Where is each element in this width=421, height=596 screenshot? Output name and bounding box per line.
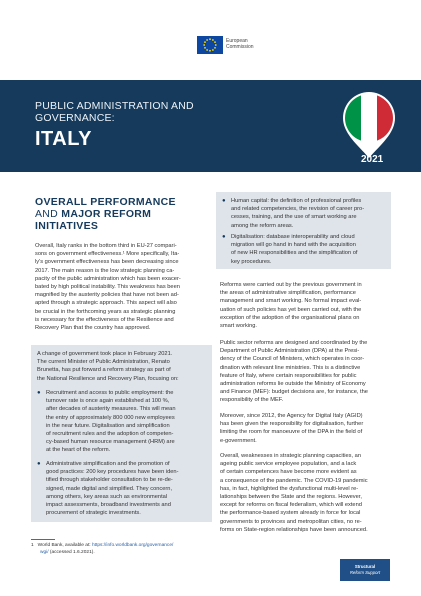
text-line: after decades of austerity measures. This will mean [46, 406, 176, 413]
text-line: Brunetta, has put forward a reform strategy as part of [37, 367, 171, 374]
text-line: the areas of administrative simplification, performance [220, 290, 356, 297]
text-line: the entry of approximately 800 000 new employees [46, 414, 175, 421]
text-line: feature of Italy, where certain responsibilities for public [220, 372, 357, 379]
text-line: Overall, Italy ranks in the bottom third in EU-27 compari- [35, 243, 177, 249]
footnote-link[interactable]: https://info.worldbank.org/governance/ [91, 543, 174, 548]
text-line: Recovery Plan that the country has approved. [35, 325, 151, 332]
text-line: of certain competences have become more evident as [220, 469, 357, 476]
text-line: e-government. [220, 437, 257, 444]
text-line: except for reforms on fiscal federalism, which will extend [220, 502, 362, 509]
text-line: among others, key areas such as environmental [46, 493, 168, 500]
text-line: administration reforms lie outside the Ministry of Economy [220, 381, 366, 388]
text-line: turnover rate is once again established at 100 %, [46, 398, 170, 405]
text-line: signed, made digital and simplified. They concern, [46, 485, 173, 492]
text-line: 2017. The main reason is the low strategic planning ca- [35, 267, 175, 274]
footnote-number: 1 [31, 543, 34, 548]
report-year: 2021 [361, 154, 384, 165]
text-line: procurement of strategic investments. [46, 510, 141, 517]
italy-flag-pin-icon [341, 90, 397, 160]
text-line: cy-based human resource management (HRM) are [46, 439, 175, 446]
text-line: good practices: 200 key procedures have been iden- [46, 469, 179, 476]
eu-flag-icon [197, 36, 223, 54]
country-title: ITALY [35, 128, 92, 150]
text-line: and Finance (MEF): budget decisions are, for instance, the [220, 389, 368, 396]
paragraph-reforms [220, 281, 388, 330]
text-line: be crucial in the forthcoming years as strategic planning [35, 308, 176, 315]
bullet-simplification [37, 460, 209, 517]
text-line: uation of such policies has yet been carried out, with the [220, 306, 362, 313]
heading-major-reform: MAJOR REFORM [61, 208, 152, 220]
text-line: is necessary for the effectiveness of the Resilience and [35, 316, 174, 323]
footnote-link-cont[interactable]: wgi/ [40, 549, 49, 555]
text-line: management and smart working. No formal impact eval- [220, 298, 362, 305]
text-line: has, in fact, highlighted the dysfunctional multi-level re- [220, 485, 359, 492]
text-line: Public sector reforms are designed and coordinated by the [220, 340, 368, 346]
text-line: sons on government effectiveness.¹ More specifically, Ita- [35, 251, 180, 258]
text-line: ly's government effectiveness has been decreasing since [35, 259, 179, 266]
footnote-tail: (accessed 1.6.2021). [48, 549, 95, 555]
ec-logo-line2: Commission [226, 44, 254, 50]
hero-subtitle [35, 100, 194, 124]
heading-and: AND [35, 208, 62, 220]
heading-line1: OVERALL PERFORMANCE [35, 196, 176, 208]
text-line: ageing public service employee population, and a lack [220, 461, 357, 468]
text-line: ● Recruitment and access to public employment: the [46, 390, 174, 396]
text-line: migration will go hand in hand with the acquisition [231, 242, 356, 249]
text-line: has been given the responsibility for digitalisation, further [220, 421, 364, 428]
text-line: key procedures. [231, 258, 272, 265]
heading-line3: INITIATIVES [35, 220, 99, 232]
text-line: forms on State-region relationships have been announced. [220, 526, 368, 533]
text-line: Reforms were carried out by the previous government in [220, 282, 362, 288]
badge-line1: Structural [354, 564, 376, 569]
paragraph-coordination [220, 339, 388, 405]
text-line: the National Resilience and Recovery Plan, focusing on: [37, 375, 179, 382]
bullet-recruitment [37, 389, 209, 455]
text-line: The current Minister of Public Administration, Renato [37, 359, 170, 366]
text-line: ● Human capital: the definition of professional profiles [231, 198, 362, 204]
text-line: limiting the room for manoeuvre of the DPA in the field of [220, 429, 363, 436]
text-line: of recruitment rules and the adoption of competen- [46, 431, 174, 438]
bullet-human-capital [222, 197, 388, 230]
section-heading [35, 196, 176, 232]
heading-line2 [35, 208, 176, 220]
text-line: Department of Public Administration (DPA) at the Presi- [220, 348, 360, 355]
text-line: magnified by the austerity policies that have not been ad- [35, 292, 179, 299]
footnote-text: World Bank, available at: [37, 543, 92, 548]
hero-subtitle-line2: GOVERNANCE: [35, 112, 115, 124]
text-line: responsibility of the MEF. [220, 397, 284, 404]
text-line: Overall, weaknesses in strategic planning capacities, an [220, 453, 361, 459]
text-line: exception of the adoption of the organisational plans on [220, 314, 360, 321]
text-line: dency of the Council of Ministers, which operates in coor- [220, 356, 365, 363]
text-line: and related competencies, the revision of career pro- [231, 206, 365, 213]
text-line: ● Administrative simplification and the promotion of [46, 461, 170, 467]
text-line: bated by high political instability. This weakness has been [35, 284, 180, 291]
ec-logo-text [226, 38, 254, 50]
footnote-line2 [31, 550, 212, 557]
ec-logo-line1: European [226, 38, 248, 44]
text-line: lationships between the State and the regions. However, [220, 494, 362, 501]
text-line: a consequence of the pandemic. The COVID-19 pandemic [220, 477, 368, 484]
text-line: ● Digitalisation: database interoperability and cloud [231, 234, 355, 240]
text-line: impact assessments, broadband investments and [46, 502, 171, 509]
box-intro [37, 350, 209, 383]
badge-line2: Reform Support [349, 569, 381, 575]
srs-logo-badge [340, 559, 390, 581]
footnote [31, 543, 212, 556]
bullet-digitalisation [222, 233, 388, 266]
hero-subtitle-line1: PUBLIC ADMINISTRATION AND [35, 100, 194, 112]
text-line: the performance-based system already in force for local [220, 510, 361, 517]
text-line: A change of government took place in February 2021. [37, 351, 173, 357]
text-line: of new HR responsibilities and the simplification of [231, 250, 358, 257]
text-line: in the near future. Digitalisation and simplification [46, 422, 170, 429]
intro-paragraph [35, 242, 210, 332]
text-line: tified through stakeholder consultation to be re-de- [46, 477, 173, 484]
text-line: Moreover, since 2012, the Agency for Digital Italy (AGID) [220, 413, 363, 419]
footnote-divider [31, 539, 55, 540]
text-line: among the reform areas. [231, 222, 294, 229]
text-line: smart working. [220, 323, 257, 330]
paragraph-weaknesses [220, 452, 388, 534]
paragraph-agid [220, 412, 388, 445]
text-line: governments to provinces and metropolitan cities, no re- [220, 518, 362, 525]
text-line: at the heart of the reform. [46, 447, 111, 454]
text-line: pacity of the public administration which has been exacer- [35, 275, 181, 282]
text-line: dination with relevant line ministries. This is a distinctive [220, 364, 361, 371]
text-line: apted through a strategic approach. This aspect will also [35, 300, 177, 307]
text-line: cesses, training, and the use of smart working are [231, 214, 357, 221]
